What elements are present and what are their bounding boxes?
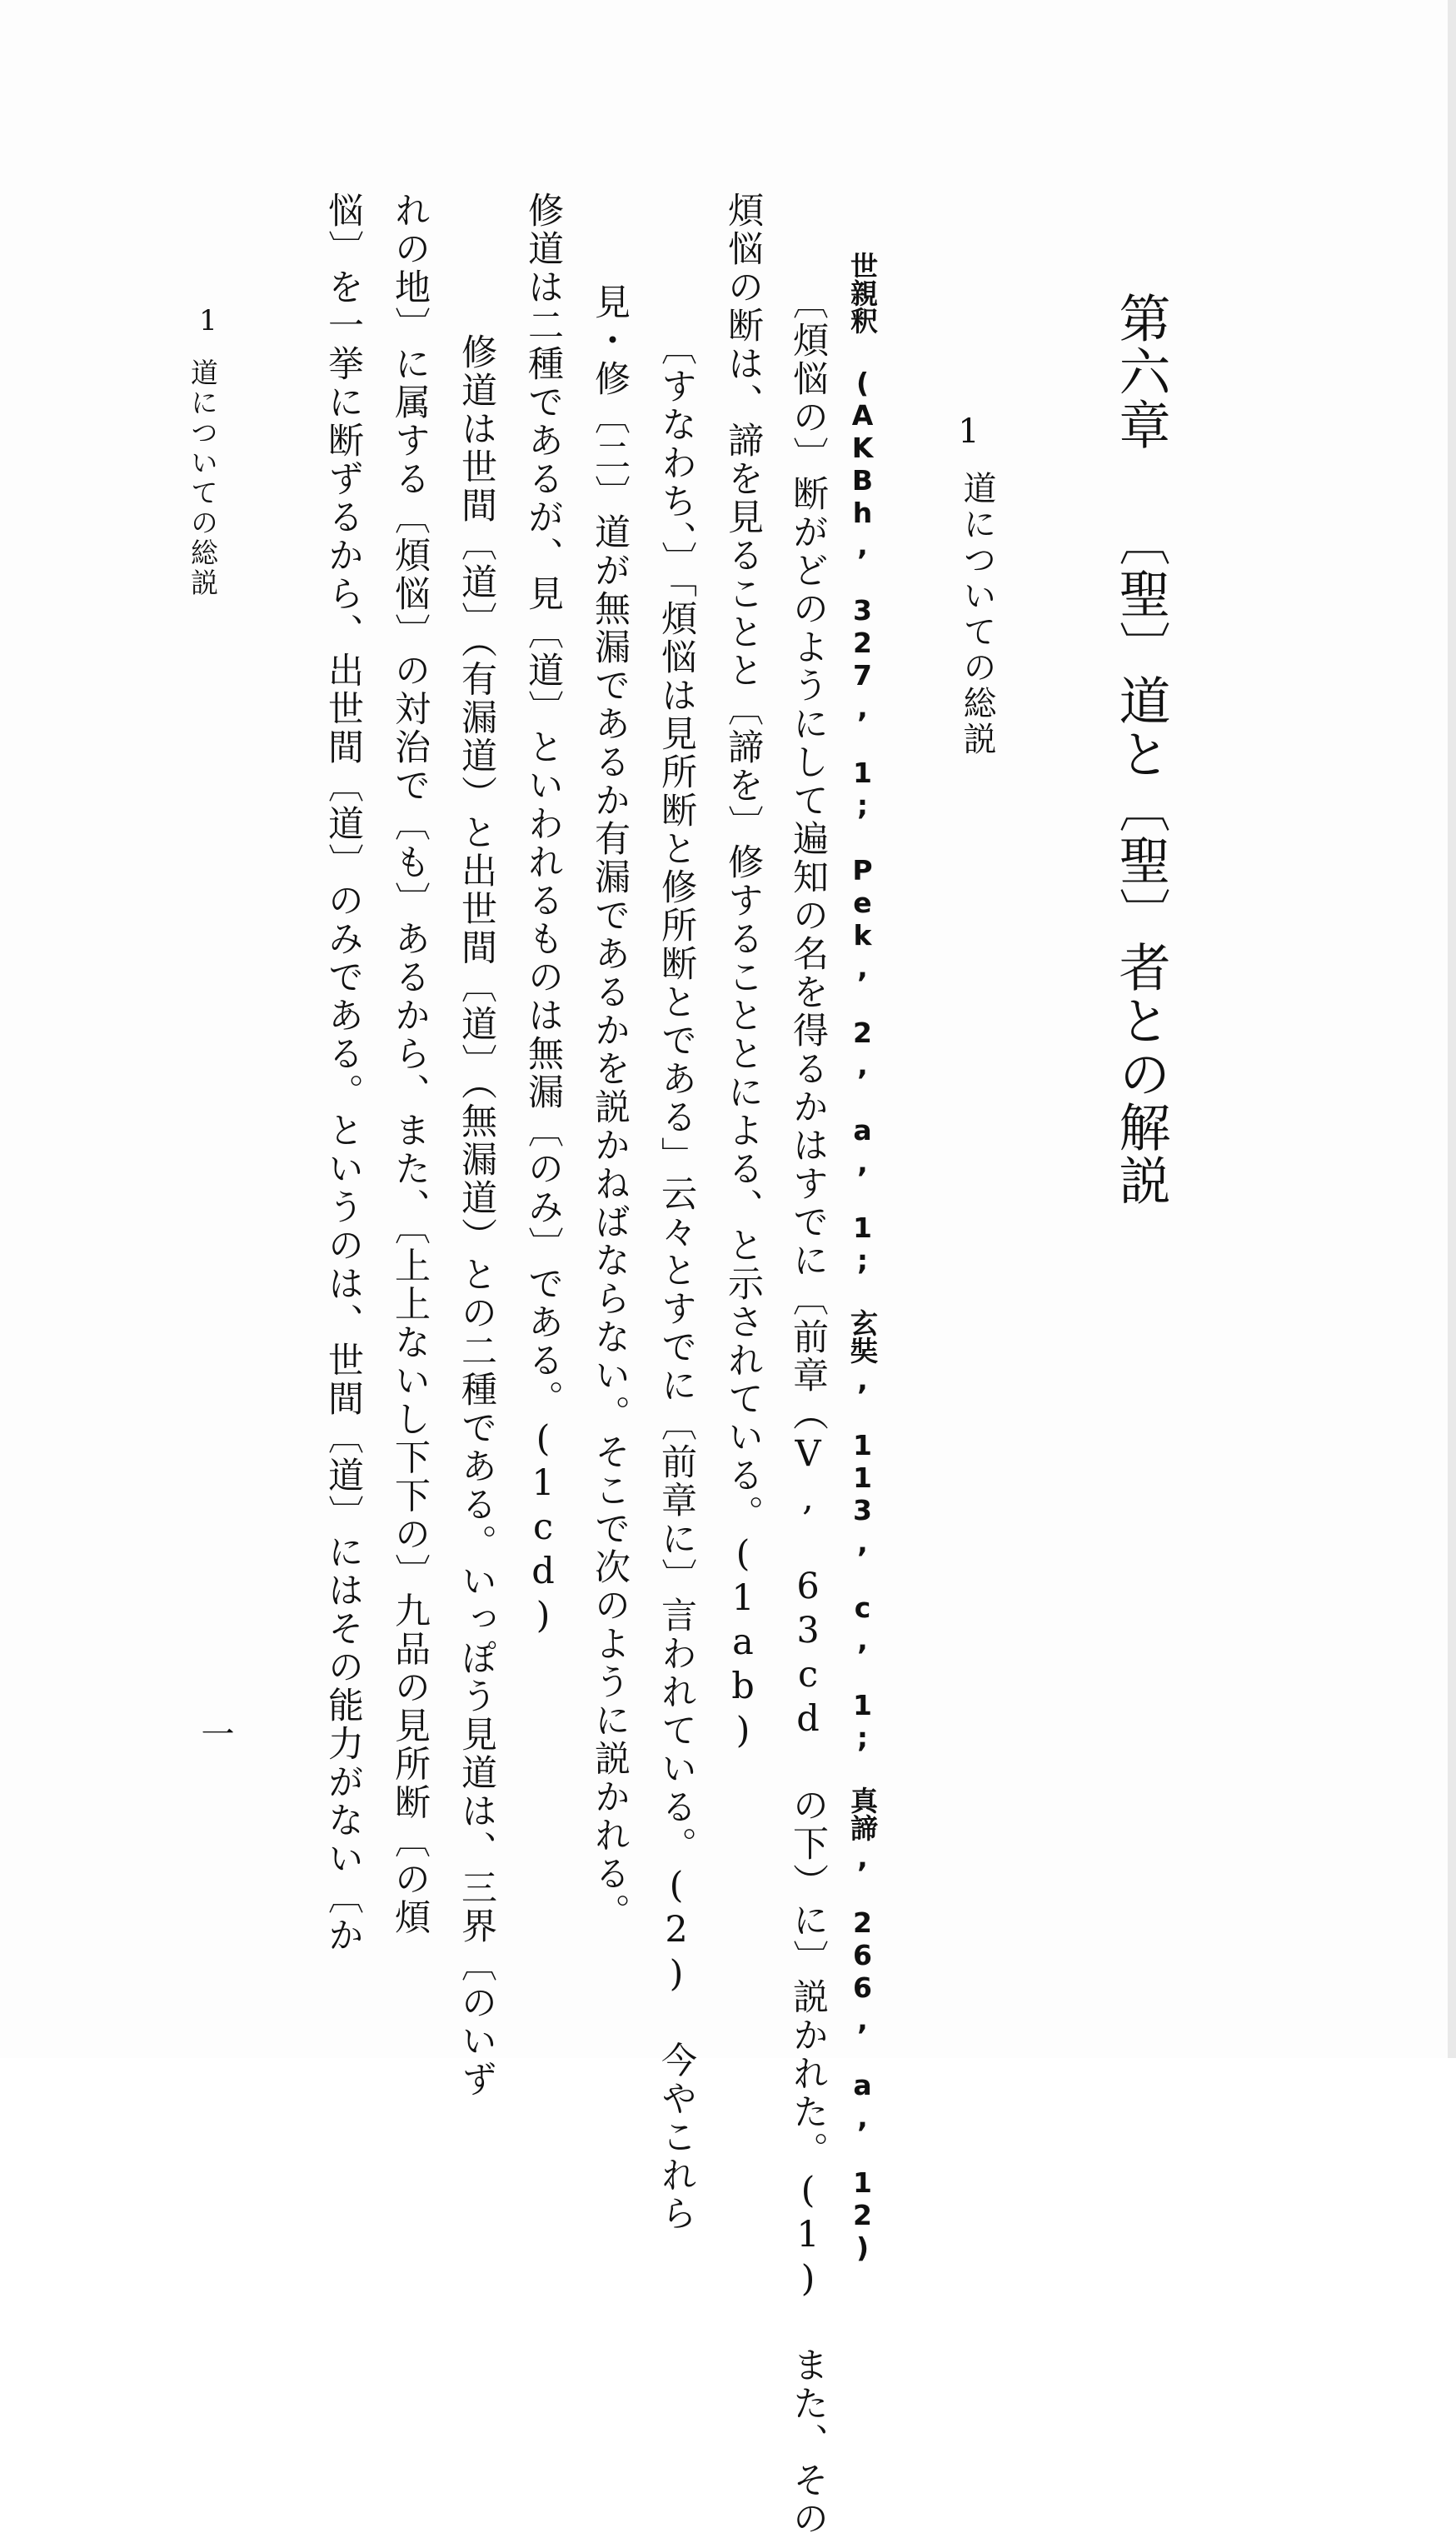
- text-line-7: れの地〕に属する〔煩悩〕の対治で〔も〕あるから、また、〔上上ないし下下の〕九品の見所断〔の煩: [389, 192, 431, 1937]
- page-number: 一: [196, 1716, 234, 1750]
- text-line-1: 〔煩悩の〕断がどのようにして遍知の名を得るかはすでに〔前章（V, 63cd の下）に〕説かれた。(1) また、その: [787, 283, 829, 2538]
- text-line-4: 見・修〔二〕道が無漏であるか有漏であるかを説かねばならない。そこで次のように説かれる。: [589, 283, 631, 1931]
- text-line-5: 修道は二種であるが、見〔道〕といわれるものは無漏〔のみ〕である。(1cd): [522, 192, 564, 1639]
- page-edge: [1448, 0, 1456, 2058]
- section-number: 1: [950, 412, 988, 451]
- text-line-8: 悩〕を一挙に断ずるから、出世間〔道〕のみである。というのは、世間〔道〕にはその能力がない〔か: [322, 192, 364, 1955]
- running-footer-title: 道についての総説: [187, 358, 219, 598]
- text-line-2: 煩悩の断は、諦を見ることと〔諦を〕修することとによる、と示されている。(1ab): [722, 192, 764, 1754]
- source-reference: 世親釈 (AKBh, 327, 1; Pek, 2, a, 1; 玄奘, 113, c, 1; 真諦, 266, a, 12): [846, 252, 879, 2264]
- text-line-3: 〔すなわち、〕「煩悩は見所断と修所断とである」云々とすでに〔前章に〕言われている。(2) 今やこれら: [656, 329, 697, 2233]
- section-title: 道についての総説: [958, 471, 996, 757]
- chapter-title: 第六章 〔聖〕道と〔聖〕者との解説: [1110, 292, 1171, 1207]
- text-line-6: 修道は世間〔道〕（有漏道）と出世間〔道〕（無漏道）との二種である。いっぽう見道は、三界〔のいず: [456, 333, 497, 2099]
- running-footer-number: 1: [192, 304, 225, 337]
